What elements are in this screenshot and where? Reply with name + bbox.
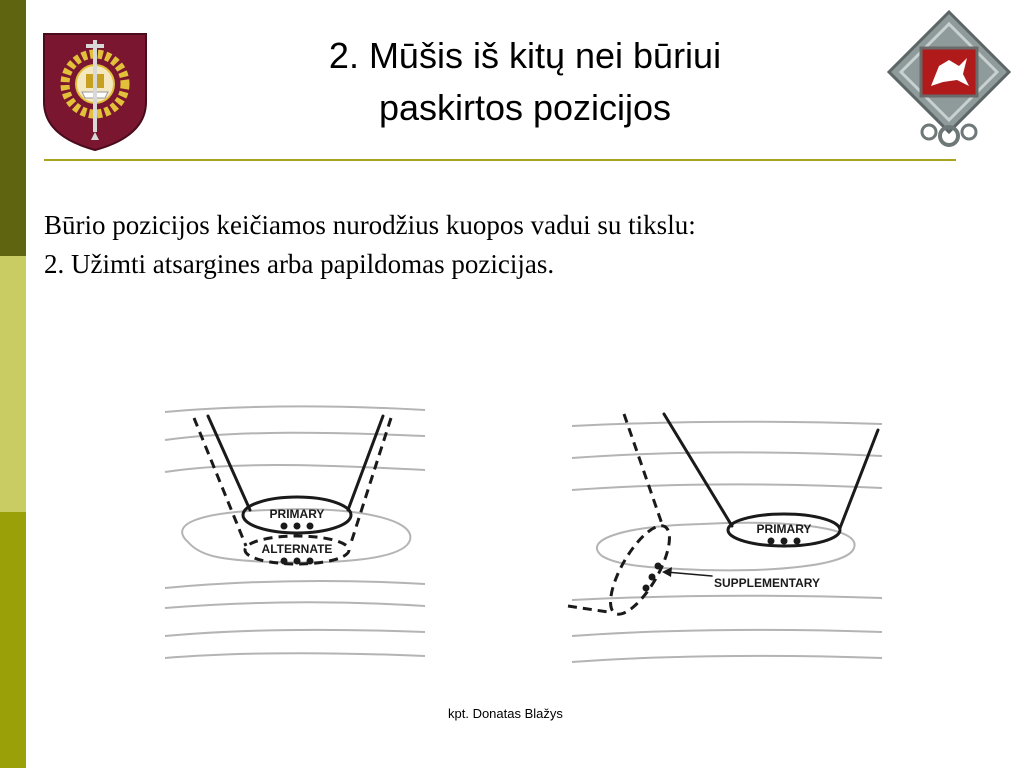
footer-author: kpt. Donatas Blažys [448, 706, 563, 721]
title-divider [44, 159, 956, 161]
sidebar-mid-segment [0, 512, 26, 768]
body-line-1: Būrio pozicijos keičiamos nurodžius kuopos vadui su tikslu: [44, 210, 696, 240]
primary-label: PRIMARY [756, 522, 812, 536]
sidebar-dark-segment [0, 0, 26, 256]
body-line-2: 2. Užimti atsargines arba papildomas pozicijas. [44, 249, 555, 279]
slide-title [180, 30, 870, 134]
terrain-contours [572, 422, 882, 662]
sector-line-left [208, 416, 250, 510]
title-line-1: 2. Mūšis iš kitų nei būriui [328, 35, 722, 76]
supplementary-sector-line-bottom [568, 606, 608, 612]
primary-label: PRIMARY [269, 507, 325, 521]
alternate-position-diagram [160, 400, 430, 670]
alternate-label: ALTERNATE [261, 542, 333, 556]
supplementary-position-diagram [562, 400, 892, 670]
supplementary-arrow-line [666, 572, 712, 576]
sidebar-light-segment [0, 256, 26, 512]
vytis-badge-icon [883, 8, 1015, 148]
supplementary-label: SUPPLEMENTARY [714, 576, 821, 590]
alternate-sector-line-right [350, 418, 391, 546]
academy-shield-icon [42, 32, 148, 152]
title-line-2: paskirtos pozicijos [378, 87, 672, 128]
body-text [44, 206, 696, 284]
supplementary-sector-line-top [624, 414, 662, 524]
sector-line-right [840, 430, 878, 528]
sector-line-left [664, 414, 732, 526]
